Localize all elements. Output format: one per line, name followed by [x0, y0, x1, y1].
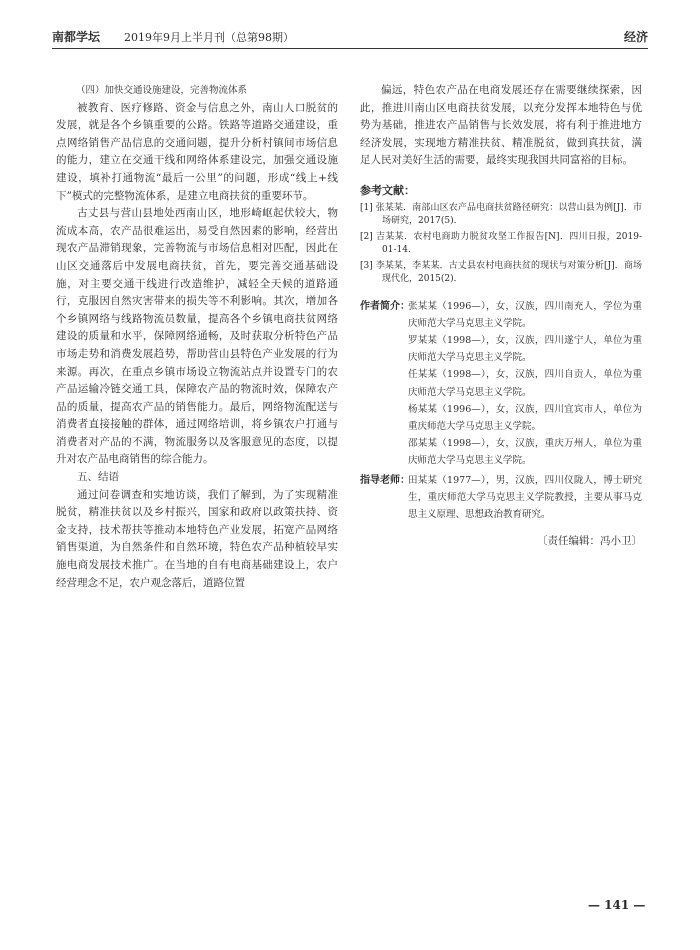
advisor-entry: 田某某（1977—），男，汉族，四川仪陇人，博士研究生，重庆师范大学马克思主义学院教授，主要从事马克思主义原理、思想政治教育研究。	[408, 474, 642, 520]
author-entry: 罗某某（1998—），女，汉族，四川遂宁人，单位为重庆师范大学马克思主义学院。	[408, 334, 642, 364]
reference-item: [2] 吉某某．农村电商助力脱贫攻坚工作报告[N]．四川日报，2019-01-14．	[360, 231, 642, 255]
page-number: — 141 —	[588, 898, 646, 912]
author-label: 作者简介：	[360, 300, 410, 312]
journal-title: 南都学坛	[52, 30, 101, 44]
references-heading: 参考文献：	[360, 183, 415, 197]
reference-item: [3] 李某某，李某某．古丈县农村电商扶贫的现状与对策分析[J]．商场现代化，2015(2)．	[360, 260, 642, 284]
paragraph: 通过问卷调查和实地访谈，我们了解到，为了实现精准脱贫，精准扶贫以及乡村振兴，国家和政府以政策扶持、资金支持，技术帮扶等推动本地特色产业发展，拓宽产品网络销售渠道，为自然条件和自然环境，特色农产品种植较早实施电商发展技术推广。在当地的自有电商基础建设上，农户经营理念不足，农户观念落后，道路位置	[56, 488, 338, 589]
author-entry: 邵某某（1998—），女，汉族，重庆万州人，单位为重庆师范大学马克思主义学院。	[408, 438, 642, 467]
issue-info: 2019年9月上半月刊（总第98期）	[124, 31, 294, 44]
section-name: 经济	[623, 30, 648, 44]
reference-item: [1] 张某某．南部山区农产品电商扶贫路径研究：以营山县为例[J]．市场研究，2017(5)．	[360, 202, 642, 226]
paragraph: 偏远，特色农产品在电商发展还存在需要继续探索，因此，推进川南山区电商扶贫发展，以充分发挥本地特色与优势为基础，推进农产品销售与长效发展，将有利于推进地方经济发展，实现地方精准扶贫、精准脱贫，做到真扶贫，满足人民对美好生活的需要，最终实现我国共同富裕的目标。	[360, 84, 642, 167]
right-column	[360, 82, 642, 550]
section-heading: 五、结语	[77, 471, 119, 484]
author-entry: 杨某某（1996—），女，汉族，四川宜宾市人，单位为重庆师范大学马克思主义学院。	[408, 403, 642, 432]
subsection-heading: （四）加快交通设施建设，完善物流体系	[76, 85, 248, 96]
advisor-label: 指导老师：	[360, 474, 410, 486]
author-entry: 任某某（1998—），女，汉族，四川自贡人，单位为重庆师范大学马克思主义学院。	[408, 369, 642, 398]
header-rule	[52, 48, 648, 49]
author-info	[360, 298, 642, 470]
responsible-editor: 〔责任编辑：冯小卫〕	[537, 534, 642, 547]
paragraph: 被教育、医疗修路、资金与信息之外，南山人口脱贫的发展，就是各个乡镇重要的公路。铁路等道路交通建设，重点网络销售产品信息的交通问题，提升分析村镇间市场信息的能力，建立在交通干线和网络体系建设完，加强交通设施建设，填补打通物流“最后一公里”的问题，形成“线上+线下”模式的完整物流体系，是建立电商扶贫的重要环节。	[56, 101, 338, 202]
left-column	[56, 82, 338, 592]
paragraph: 古丈县与营山县地处西南山区，地形崎岖起伏较大，物流成本高，农产品很难运出，易受自然因素的影响，经营出现农产品滞销现象，完善物流与市场信息相对匹配，因此在山区交通落后中发展电商扶贫，首先，要完善交通基础设施，对主要交通干线进行改造维护，减轻全天候的道路通行，克服因自然灾害带来的损失等不利影响。其次，增加各个乡镇网络与线路物流员数量，提高各个乡镇电商扶贫网络建设的质量和水平，保障网络通畅，及时获取分析特色产品市场走势和消费发展趋势，帮助营山县特色产业发展的行为来源。再次，在重点乡镇市场设立物流站点并设置专门的农产品运输冷链交通工具，保障农产品的物流时效，保障农产品的质量，提高农产品的销售能力。最后，网络物流配送与消费者直接接触的群体，通过网络培训，将乡镇农户打通与消费者对产品的不满，物流服务以及客服意见的态度，以提升对农产品电商销售的综合能力。	[56, 207, 338, 466]
advisor-info	[360, 472, 642, 524]
author-entry: 张某某（1996—），女，汉族，四川南充人，学位为重庆师范大学马克思主义学院。	[408, 300, 642, 329]
page-header	[52, 26, 648, 50]
